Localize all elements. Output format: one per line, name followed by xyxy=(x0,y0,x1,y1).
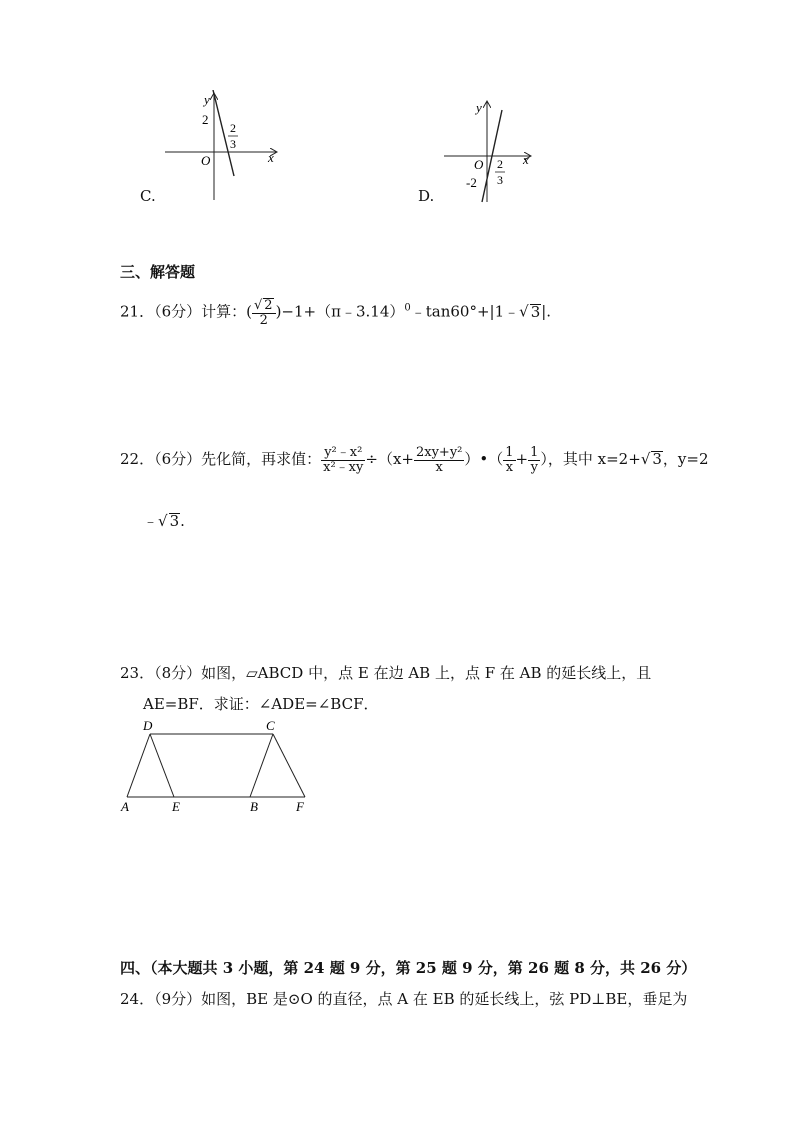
q21-open-paren: ( xyxy=(246,302,252,321)
label-C: C xyxy=(266,718,275,733)
origin-label: O xyxy=(474,157,484,172)
q22-condition: ），其中 x=2+ xyxy=(540,450,641,469)
question-21: 21．（6分）计算：( $\frac{√ 2}{2}$ ﻿)−1+（π﹣3.14）$^0$﹣tan60°+|1﹣√ 3|. xyxy=(120,298,552,328)
q22-f3-num: 1 xyxy=(505,445,514,460)
section4-heading: 四、（本大题共 3 小题，第 24 题 9 分，第 25 题 9 分，第 26 题 8 分，共 26 分） xyxy=(120,959,697,977)
q22-line2-end: . xyxy=(180,512,185,530)
label-A: A xyxy=(121,799,129,814)
q23-figure xyxy=(115,718,325,818)
q22-f4-num: 1 xyxy=(530,445,539,460)
q21-fraction: $\frac{√ 2}{2}$ xyxy=(252,298,276,327)
question-22: 22．（6分）先化简，再求值： $\frac{\text{y²﹣x²}}{\text{x²﹣xy}}$ ÷（x+ $\frac{\text{2xy+y²}}{x}$ ）•（ $\frac{1}{x}$ + $\frac{1}{y}$ ），其中 x=2+√ 3，y=2 xyxy=(120,445,709,475)
q21-frac-num: 2 xyxy=(264,298,273,313)
q22-fraction-4 xyxy=(528,446,540,474)
option-d-label: D. xyxy=(418,187,435,205)
q22-f4-den: y xyxy=(530,459,538,475)
label-B: B xyxy=(250,799,258,814)
y-axis-label: y xyxy=(476,100,482,115)
q22-f2-num: 2xy+y² xyxy=(415,445,463,460)
q22-f3-den: x xyxy=(505,459,514,475)
q22-fraction-3 xyxy=(503,446,515,474)
q22-f1-den: x²﹣xy xyxy=(323,459,364,475)
q21-end: |. xyxy=(541,302,552,321)
label-D: D xyxy=(143,718,153,733)
question-22-line2: ﹣√ 3. xyxy=(143,512,185,530)
q22-radical-2: 3 xyxy=(169,512,180,530)
origin-label: O xyxy=(201,153,211,168)
q22-score: （6分）先化简，再求值： xyxy=(154,450,322,469)
q22-div: ÷（x+ xyxy=(365,450,414,469)
q21-number: 21． xyxy=(120,302,155,321)
q21-score: （6分）计算： xyxy=(154,302,247,321)
q24-number: 24． xyxy=(120,990,155,1008)
option-d-graph xyxy=(430,98,550,208)
x-intercept-num: 2 xyxy=(230,121,236,135)
section3-heading: 三、解答题 xyxy=(120,263,196,281)
label-E: E xyxy=(172,799,180,814)
y-axis-label: y xyxy=(204,92,210,107)
q22-fraction-1 xyxy=(321,446,365,474)
parallelogram-figure xyxy=(115,718,325,818)
x-intercept-den: 3 xyxy=(497,173,503,187)
question-23-line2: AE=BF．求证：∠ADE=∠BCF． xyxy=(143,695,379,713)
q21-tail: ﹣tan60°+|1﹣ xyxy=(410,302,520,321)
q22-mid: ）•（ xyxy=(464,450,504,469)
x-intercept-den: 3 xyxy=(230,137,236,151)
q21-radical: 3 xyxy=(530,302,541,321)
option-d xyxy=(430,98,550,208)
q22-f1-num: y²﹣x² xyxy=(321,446,365,461)
q22-condition-2: ，y=2 xyxy=(662,450,709,469)
question-23-line1 xyxy=(120,666,651,681)
q23-number: 23． xyxy=(120,664,155,682)
q21-exp: ﻿)−1+（π﹣3.14） xyxy=(275,302,405,321)
q24-text-line1: （9分）如图，BE 是⊙O 的直径，点 A 在 EB 的延长线上，弦 PD⊥BE，垂足为 xyxy=(154,990,688,1008)
q22-line2-pre: ﹣ xyxy=(143,512,159,530)
label-F: F xyxy=(296,799,304,814)
x-intercept-num: 2 xyxy=(497,157,503,171)
q22-fraction-2 xyxy=(414,446,464,474)
q22-number: 22． xyxy=(120,450,155,469)
q21-frac-den: 2 xyxy=(259,312,268,328)
y-intercept-label: 2 xyxy=(202,112,209,127)
q22-radical-1: 3 xyxy=(652,450,662,469)
x-axis-label: x xyxy=(268,150,274,165)
x-axis-label: x xyxy=(523,152,529,167)
q22-f2-den: x xyxy=(435,459,443,475)
q21-zero-exp: 0 xyxy=(404,302,411,314)
q23-text-line1: （8分）如图，▱ABCD 中，点 E 在边 AB 上，点 F 在 AB 的延长线上，且 xyxy=(154,664,652,682)
q22-plus: + xyxy=(515,450,529,469)
question-24-line1 xyxy=(120,992,687,1007)
option-c-label: C. xyxy=(140,187,156,205)
y-intercept-label: -2 xyxy=(466,175,477,190)
